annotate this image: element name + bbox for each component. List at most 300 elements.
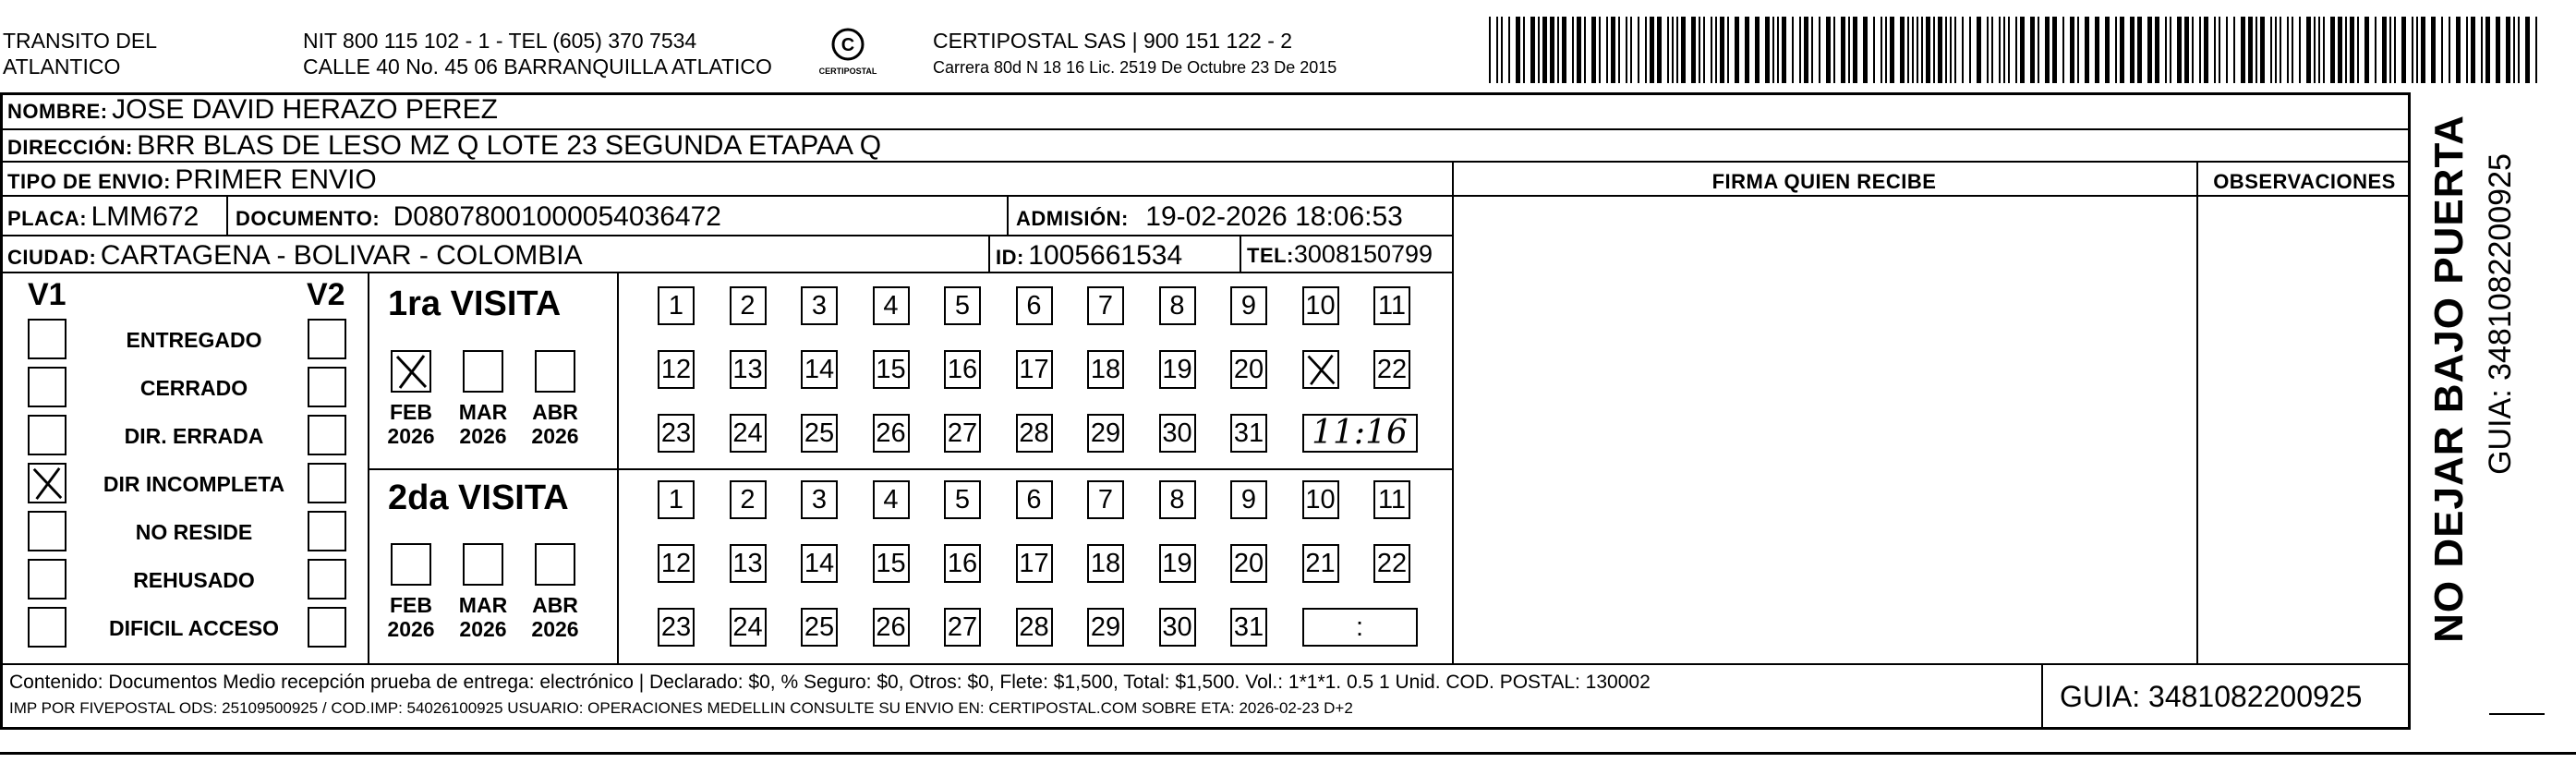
barcode-bar [1618, 17, 1620, 83]
visit2-day-cell[interactable]: 13 [730, 544, 767, 583]
barcode-bar [1626, 17, 1627, 83]
v2-checkbox[interactable] [308, 463, 346, 503]
visit1-day-cell[interactable]: 24 [730, 414, 767, 453]
name-value: JOSE DAVID HERAZO PEREZ [112, 94, 498, 125]
visit1-title: 1ra VISITA [388, 285, 562, 323]
status-label: REHUSADO [133, 568, 255, 592]
barcode-bar [1772, 17, 1774, 83]
barcode-bar [2008, 17, 2010, 83]
barcode-bar [2177, 17, 2182, 83]
check-mark-icon [1304, 352, 1337, 387]
barcode-bar [1969, 17, 1971, 83]
v1-checkbox[interactable] [28, 559, 67, 600]
visit1-day-cell[interactable]: 7 [1087, 286, 1124, 325]
visit1-time-field[interactable]: 11:16 [1302, 414, 1418, 453]
visit1-day-cell[interactable]: 2 [730, 286, 767, 325]
barcode-bar [1890, 17, 1894, 83]
barcode-bar [2077, 17, 2079, 83]
visit2-day-cell[interactable]: 31 [1230, 608, 1267, 647]
barcode-bar [2513, 17, 2515, 83]
barcode-bar [1799, 17, 1801, 83]
city-label: CIUDAD: [7, 246, 97, 269]
visit1-day-cell[interactable]: 18 [1087, 350, 1124, 389]
visit2-day-cell[interactable]: 26 [873, 608, 910, 647]
visit1-day-cell[interactable]: 9 [1230, 286, 1267, 325]
check-mark-icon [393, 352, 429, 391]
visit2-day-cell[interactable]: 17 [1016, 544, 1053, 583]
visit2-day-cell[interactable]: 1 [658, 480, 695, 519]
barcode-bar [1599, 17, 1601, 83]
barcode-bar [2204, 17, 2208, 83]
company-name-line1: TRANSITO DEL [3, 29, 157, 53]
barcode-bar [1921, 17, 1923, 83]
visit2-day-cell[interactable]: 30 [1159, 608, 1196, 647]
barcode-bar [1557, 17, 1559, 83]
certipostal-logo [811, 26, 885, 79]
visit1-month-checkbox[interactable] [391, 350, 431, 393]
visit1-day-cell[interactable]: 26 [873, 414, 910, 453]
barcode-bar [1912, 17, 1914, 83]
visit1-month-checkbox[interactable] [463, 350, 503, 393]
barcode-bar [2357, 17, 2359, 83]
status-label: DIFICIL ACCESO [108, 616, 279, 640]
visit2-day-cell[interactable]: 20 [1230, 544, 1267, 583]
footer-print-info: IMP POR FIVEPOSTAL ODS: 25109500925 / COD.IMP: 54026100925 USUARIO: OPERACIONES MEDELLIN CONSULTE SU ENVIO EN: CERTIPOSTAL.COM SOBRE ETA: 2026-02-23 D+2 [9, 699, 1353, 717]
barcode-bar [2299, 17, 2301, 83]
barcode-bar [1538, 17, 1540, 83]
visit1-month-checkbox[interactable] [535, 350, 575, 393]
visit1-day-cell[interactable]: 5 [944, 286, 981, 325]
barcode-bar [1703, 17, 1705, 83]
logo-icon [811, 26, 885, 79]
visit2-day-cell[interactable]: 8 [1159, 480, 1196, 519]
side-tick [2489, 713, 2545, 715]
name-label: NOMBRE: [7, 100, 108, 123]
barcode-bar [1765, 17, 1770, 83]
visit1-day-cell[interactable]: 23 [658, 414, 695, 453]
barcode-bar [2070, 17, 2074, 83]
barcode-bar [1720, 17, 1724, 83]
barcode-bar [2416, 17, 2418, 83]
visit1-day-cell[interactable]: 22 [1373, 350, 1410, 389]
visit2-day-cell[interactable]: 3 [801, 480, 838, 519]
v2-label: V2 [307, 277, 345, 312]
visit1-day-cell[interactable]: 16 [944, 350, 981, 389]
barcode-bar [2120, 17, 2124, 83]
barcode-bar [1630, 17, 1632, 83]
observations-label: OBSERVACIONES [2213, 170, 2396, 193]
barcode-bar [2421, 17, 2425, 83]
barcode-bar [2170, 17, 2171, 83]
barcode-bar [2280, 17, 2281, 83]
barcode-bar [1907, 17, 1909, 83]
side-guide: GUIA: 3481082200925 [2483, 153, 2518, 475]
id-field [996, 242, 1182, 270]
visit2-day-cell[interactable]: 28 [1016, 608, 1053, 647]
barcode-bar [2318, 17, 2320, 83]
visit2-day-cell[interactable]: 15 [873, 544, 910, 583]
barcode-bar [1530, 17, 1535, 83]
visit2-day-cell[interactable]: 5 [944, 480, 981, 519]
barcode-bar [1657, 17, 1662, 83]
barcode-bar [1873, 17, 1875, 83]
id-label: ID: [996, 246, 1024, 269]
barcode-bar [2412, 17, 2413, 83]
barcode-bar [2389, 17, 2391, 83]
barcode-bar [1863, 17, 1868, 83]
barcode-bar [1727, 17, 1729, 83]
status-label: DIR INCOMPLETA [103, 472, 285, 496]
v1-checkbox[interactable] [28, 367, 67, 407]
barcode-bar [1777, 17, 1779, 83]
barcode-bar [2382, 17, 2387, 83]
shipping-type-row [7, 166, 377, 194]
barcode-bar [2518, 17, 2520, 83]
barcode-bar [2147, 17, 2152, 83]
barcode-bar [1848, 17, 1850, 83]
barcode-bar [2506, 17, 2510, 83]
visit1-day-cell[interactable]: 27 [944, 414, 981, 453]
v1-checkbox[interactable] [28, 463, 67, 503]
visit1-year-label: 2026 [531, 424, 579, 448]
visit1-day-cell[interactable]: 28 [1016, 414, 1053, 453]
visit2-year-label: 2026 [459, 617, 507, 641]
svg-text:CERTIPOSTAL: CERTIPOSTAL [818, 67, 877, 76]
visit1-day-cell[interactable] [1302, 350, 1339, 389]
visit1-day-cell[interactable]: 1 [658, 286, 695, 325]
barcode-bar [1900, 17, 1905, 83]
visit2-year-label: 2026 [531, 617, 579, 641]
visit1-day-cell[interactable]: 25 [801, 414, 838, 453]
barcode-bar [1933, 17, 1935, 83]
v2-checkbox[interactable] [308, 607, 346, 648]
barcode-bar [2394, 17, 2396, 83]
plate-label: PLACA: [7, 207, 88, 230]
barcode-bar [1950, 17, 1952, 83]
status-label: ENTREGADO [126, 328, 262, 352]
barcode-bar [2330, 17, 2335, 83]
barcode-bar [1496, 17, 1498, 83]
barcode-bar [2441, 17, 2443, 83]
status-label: CERRADO [139, 376, 248, 400]
barcode-bar [2375, 17, 2376, 83]
barcode-bar [1591, 17, 1596, 83]
barcode-bar [2226, 17, 2228, 83]
barcode-bar [1650, 17, 1654, 83]
visit2-day-cell[interactable]: 24 [730, 608, 767, 647]
barcode-bar [1917, 17, 1918, 83]
visit1-day-cell[interactable]: 8 [1159, 286, 1196, 325]
visit2-day-cell[interactable]: 7 [1087, 480, 1124, 519]
barcode-bar [2306, 17, 2311, 83]
barcode-bar [2256, 17, 2257, 83]
recipient-name-row [7, 96, 498, 124]
visit2-day-cell[interactable]: 16 [944, 544, 981, 583]
visit2-day-cell[interactable]: 27 [944, 608, 981, 647]
barcode-bar [1819, 17, 1820, 83]
visit1-day-cell[interactable]: 19 [1159, 350, 1196, 389]
status-label: DIR. ERRADA [124, 424, 264, 448]
admission-label: ADMISIÓN: [1016, 207, 1129, 230]
barcode-bar [1577, 17, 1581, 83]
barcode-bar [2192, 17, 2194, 83]
barcode-bar [1672, 17, 1674, 83]
admission-field [1016, 203, 1403, 231]
side-guide-container [2477, 120, 2523, 637]
address-value: BRR BLAS DE LESO MZ Q LOTE 23 SEGUNDA ETAPAA Q [137, 130, 882, 161]
visit2-day-cell[interactable]: 14 [801, 544, 838, 583]
visit1-day-cell[interactable]: 17 [1016, 350, 1053, 389]
tel-label: TEL: [1247, 244, 1294, 267]
barcode-bar [1938, 17, 1942, 83]
barcode-bar [1745, 17, 1749, 83]
barcode-bar [1853, 17, 1857, 83]
visit1-day-cell[interactable]: 4 [873, 286, 910, 325]
barcode-bar [1550, 17, 1554, 83]
barcode-bar [2431, 17, 2436, 83]
visit2-time-field[interactable]: : [1302, 608, 1418, 647]
visit2-day-cell[interactable]: 9 [1230, 480, 1267, 519]
barcode-bar [2401, 17, 2406, 83]
barcode-bar [1945, 17, 1947, 83]
barcode-bar [2485, 17, 2490, 83]
barcode-bar [2219, 17, 2220, 83]
barcode-bar [1681, 17, 1686, 83]
barcode-bar [1755, 17, 1760, 83]
visit2-month-checkbox[interactable] [535, 543, 575, 586]
barcode-bar [2233, 17, 2235, 83]
visit2-day-cell[interactable]: 23 [658, 608, 695, 647]
document-label: DOCUMENTO: [236, 207, 381, 230]
plate-value: LMM672 [91, 201, 200, 232]
barcode-bar [1645, 17, 1647, 83]
barcode-bar [1606, 17, 1608, 83]
barcode-bar [1638, 17, 1639, 83]
visit2-day-cell[interactable]: 18 [1087, 544, 1124, 583]
barcode-bar [2260, 17, 2265, 83]
barcode-bar [2449, 17, 2450, 83]
shipping-type-value: PRIMER ENVIO [175, 164, 377, 195]
barcode-bar [2456, 17, 2461, 83]
barcode-bar [2015, 17, 2017, 83]
barcode-bar [1841, 17, 1845, 83]
barcode-bar [2323, 17, 2325, 83]
visit1-day-cell[interactable]: 20 [1230, 350, 1267, 389]
visit1-year-label: 2026 [387, 424, 435, 448]
barcode-bar [1811, 17, 1813, 83]
city-value: CARTAGENA - BOLIVAR - COLOMBIA [100, 240, 583, 271]
barcode-bar [2020, 17, 2025, 83]
visit1-day-cell[interactable]: 14 [801, 350, 838, 389]
visit2-month-checkbox[interactable] [391, 543, 431, 586]
visit1-day-cell[interactable]: 15 [873, 350, 910, 389]
v2-checkbox[interactable] [308, 559, 346, 600]
company-name-line2: ATLANTICO [3, 54, 121, 79]
visit1-day-cell[interactable]: 3 [801, 286, 838, 325]
barcode-bar [2030, 17, 2035, 83]
visit2-title: 2da VISITA [388, 478, 569, 517]
barcode-bar [2314, 17, 2316, 83]
barcode-bar [1508, 17, 1510, 83]
barcode-bar [1611, 17, 1615, 83]
document-value: D08078001000054036472 [393, 201, 721, 232]
visit2-month-label: FEB [390, 593, 432, 617]
visit2-day-cell[interactable]: 25 [801, 608, 838, 647]
visit2-day-cell[interactable]: 11 [1373, 480, 1410, 519]
visit2-day-cell[interactable]: 22 [1373, 544, 1410, 583]
barcode-bar [2095, 17, 2099, 83]
barcode-bar [2038, 17, 2039, 83]
visit1-day-cell[interactable]: 30 [1159, 414, 1196, 453]
side-warning-container [2422, 115, 2477, 643]
recipient-address-row [7, 132, 881, 160]
nit-line: NIT 800 115 102 - 1 - TEL (605) 370 7534 [303, 29, 697, 53]
barcode-bar [2364, 17, 2369, 83]
v1-checkbox[interactable] [28, 607, 67, 648]
barcode-bar [2345, 17, 2347, 83]
barcode-bar [2270, 17, 2272, 83]
courier-name: CERTIPOSTAL SAS | 900 151 122 - 2 [933, 29, 1293, 53]
barcode-bar [2535, 17, 2537, 83]
visit2-day-cell[interactable]: 4 [873, 480, 910, 519]
bottom-rule [0, 752, 2576, 755]
barcode-bar [2003, 17, 2005, 83]
visit1-month-label: ABR [532, 400, 578, 424]
barcode-bar [1715, 17, 1717, 83]
barcode-bar [1833, 17, 1835, 83]
v2-checkbox[interactable] [308, 511, 346, 551]
barcode-bar [2248, 17, 2253, 83]
barcode-bar [1516, 17, 1520, 83]
address-label: DIRECCIÓN: [7, 136, 133, 159]
barcode-bar [2481, 17, 2483, 83]
barcode-bar [2466, 17, 2468, 83]
barcode-bar [1584, 17, 1586, 83]
barcode-bar [2496, 17, 2500, 83]
barcode-bar [1962, 17, 1964, 83]
barcode-bar [2184, 17, 2189, 83]
barcode-bar [2115, 17, 2117, 83]
svg-text:C: C [841, 35, 855, 55]
v1-checkbox[interactable] [28, 511, 67, 551]
visit2-day-cell[interactable]: 29 [1087, 608, 1124, 647]
barcode-bar [1711, 17, 1712, 83]
barcode-bar [2085, 17, 2089, 83]
barcode-bar [1691, 17, 1696, 83]
visit2-month-label: MAR [458, 593, 508, 617]
shipping-type-label: TIPO DE ENVIO: [7, 170, 171, 193]
visit2-month-label: ABR [532, 593, 578, 617]
barcode-bar [1523, 17, 1525, 83]
visit2-day-cell[interactable]: 10 [1302, 480, 1339, 519]
side-warning: NO DEJAR BAJO PUERTA [2426, 115, 2472, 643]
visit1-year-label: 2026 [459, 424, 507, 448]
barcode-bar [1489, 17, 1491, 83]
plate-field [7, 203, 199, 231]
footer-contents: Contenido: Documentos Medio recepción prueba de entrega: electrónico | Declarado: $0, % Seguro: $0, Otros: $0, Flete: $1,500, Total: $1,500. Vol.: 1*1*1. 0.5 1 Unid. COD. POSTAL: 130002 [9, 672, 1651, 693]
barcode-bar [1999, 17, 2001, 83]
visit2-day-cell[interactable]: 12 [658, 544, 695, 583]
barcode-bar [2105, 17, 2110, 83]
check-mark-icon [30, 465, 65, 502]
tel-value: 3008150799 [1293, 240, 1433, 268]
barcode-bar [2199, 17, 2201, 83]
visit1-month-label: FEB [390, 400, 432, 424]
barcode-bar [2062, 17, 2064, 83]
barcode-bar [2155, 17, 2159, 83]
barcode-bar [1572, 17, 1574, 83]
visit1-day-cell[interactable]: 29 [1087, 414, 1124, 453]
visit2-year-label: 2026 [387, 617, 435, 641]
visit1-day-cell[interactable]: 12 [658, 350, 695, 389]
barcode-bar [2525, 17, 2530, 83]
barcode-bar [1954, 17, 1956, 83]
barcode-bar [2214, 17, 2216, 83]
barcode-bar [1501, 17, 1503, 83]
visit2-month-checkbox[interactable] [463, 543, 503, 586]
visit1-month-label: MAR [458, 400, 508, 424]
courier-license: Carrera 80d N 18 16 Lic. 2519 De Octubre 23 De 2015 [933, 58, 1337, 77]
visit1-day-cell[interactable]: 10 [1302, 286, 1339, 325]
barcode-bar [2350, 17, 2354, 83]
barcode-bar [1826, 17, 1831, 83]
visit2-day-cell[interactable]: 6 [1016, 480, 1053, 519]
visit2-day-cell[interactable]: 2 [730, 480, 767, 519]
visit1-day-cell[interactable]: 11 [1373, 286, 1410, 325]
v1-checkbox[interactable] [28, 415, 67, 455]
barcode-bar [2045, 17, 2050, 83]
visit2-day-cell[interactable]: 21 [1302, 544, 1339, 583]
barcode-bar [1804, 17, 1808, 83]
barcode-bar [1782, 17, 1786, 83]
barcode-bar [1926, 17, 1930, 83]
barcode-bar [1562, 17, 1566, 83]
v1-checkbox[interactable] [28, 319, 67, 359]
barcode-bar [2137, 17, 2142, 83]
barcode-bar [2241, 17, 2245, 83]
city-field [7, 242, 583, 270]
visit1-day-cell[interactable]: 6 [1016, 286, 1053, 325]
barcode [1489, 0, 2551, 92]
barcode-bar [1987, 17, 1989, 83]
v2-checkbox[interactable] [308, 367, 346, 407]
barcode-bar [2130, 17, 2135, 83]
visit2-day-cell[interactable]: 19 [1159, 544, 1196, 583]
footer-guide: GUIA: 3481082200925 [2060, 680, 2363, 713]
barcode-bar [1885, 17, 1887, 83]
barcode-bar [1977, 17, 1981, 83]
barcode-bar [1542, 17, 1547, 83]
barcode-bar [1699, 17, 1700, 83]
barcode-bar [2052, 17, 2057, 83]
barcode-bar [2292, 17, 2293, 83]
barcode-bar [2287, 17, 2289, 83]
barcode-bar [1991, 17, 1993, 83]
status-label: NO RESIDE [135, 520, 253, 544]
barcode-bar [2471, 17, 2475, 83]
v2-checkbox[interactable] [308, 319, 346, 359]
visit1-day-cell[interactable]: 13 [730, 350, 767, 389]
document-field [236, 203, 721, 231]
barcode-bar [1792, 17, 1794, 83]
visit1-day-cell[interactable]: 31 [1230, 414, 1267, 453]
barcode-bar [1667, 17, 1669, 83]
id-value: 1005661534 [1028, 240, 1183, 271]
barcode-bar [2275, 17, 2277, 83]
v2-checkbox[interactable] [308, 415, 346, 455]
barcode-bar [1735, 17, 1739, 83]
address-line: CALLE 40 No. 45 06 BARRANQUILLA ATLATICO [303, 54, 772, 79]
